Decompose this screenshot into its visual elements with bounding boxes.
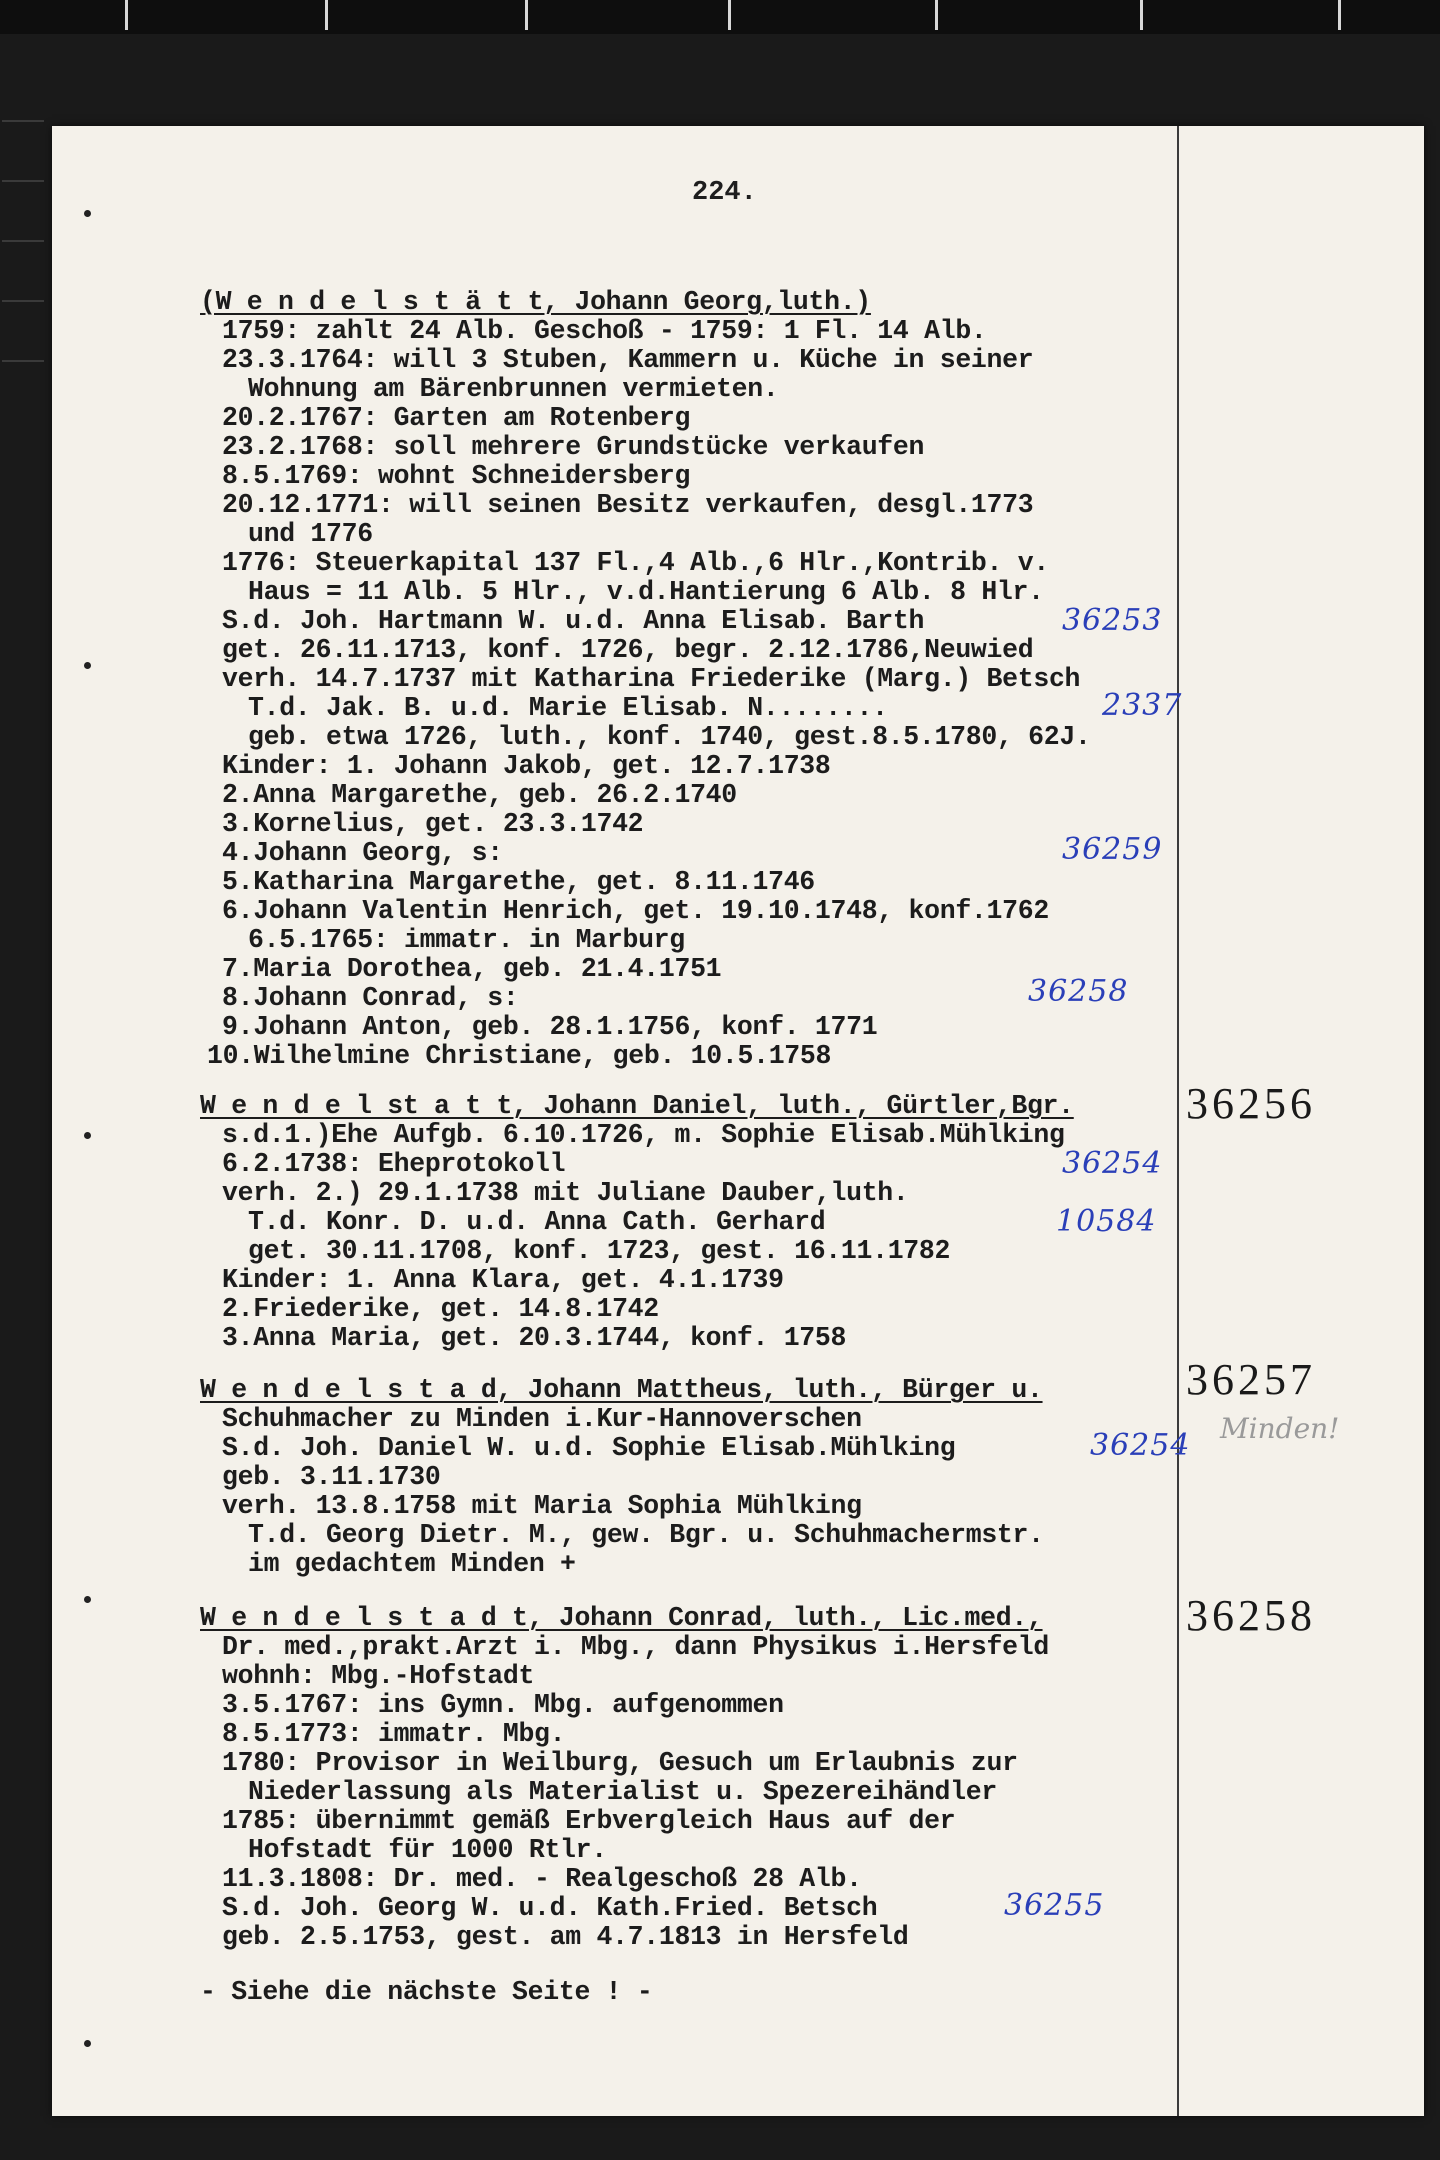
entry-line: 11.3.1808: Dr. med. - Realgeschoß 28 Alb.: [222, 1864, 862, 1894]
entry-line: 1785: übernimmt gemäß Erbvergleich Haus auf der: [222, 1806, 956, 1836]
archive-number-stamp: 36258: [1186, 1591, 1316, 1640]
handwritten-number: 36253: [1062, 603, 1163, 638]
entry-line: 23.3.1764: will 3 Stuben, Kammern u. Küche in seiner: [222, 345, 1034, 375]
entry-line: 3.5.1767: ins Gymn. Mbg. aufgenommen: [222, 1690, 784, 1720]
entry-line: Kinder: 1. Johann Jakob, get. 12.7.1738: [222, 751, 831, 781]
scanner-top-bar: [0, 0, 1440, 34]
entry-line: 8.Johann Conrad, s:: [222, 983, 519, 1013]
archive-number-stamp: 36257: [1186, 1355, 1316, 1404]
entry-line: 6.Johann Valentin Henrich, get. 19.10.1748, konf.1762: [222, 896, 1049, 926]
entry-line: geb. 2.5.1753, gest. am 4.7.1813 in Hersfeld: [222, 1922, 909, 1952]
entry-line: S.d. Joh. Georg W. u.d. Kath.Fried. Betsch: [222, 1893, 878, 1923]
archive-number-stamp: 36256: [1186, 1079, 1316, 1128]
entry-line: geb. 3.11.1730: [222, 1462, 441, 1492]
entry-line: 4.Johann Georg, s:: [222, 838, 503, 868]
entry-line: 3.Anna Maria, get. 20.3.1744, konf. 1758: [222, 1323, 847, 1353]
strip-line: [2, 120, 44, 122]
entry-line: 1776: Steuerkapital 137 Fl.,4 Alb.,6 Hlr.,Kontrib. v.: [222, 548, 1049, 578]
handwritten-number: 36254: [1090, 1428, 1191, 1463]
punch-hole: [84, 210, 91, 217]
entry-line: Haus = 11 Alb. 5 Hlr., v.d.Hantierung 6 Alb. 8 Hlr.: [248, 577, 1044, 607]
punch-hole: [84, 1596, 91, 1603]
entry-line: Niederlassung als Materialist u. Spezereihändler: [248, 1777, 997, 1807]
entry-line: 2.Friederike, get. 14.8.1742: [222, 1294, 659, 1324]
entry-line: 20.12.1771: will seinen Besitz verkaufen, desgl.1773: [222, 490, 1034, 520]
entry-line: 6.2.1738: Eheprotokoll: [222, 1149, 566, 1179]
entry-line: Hofstadt für 1000 Rtlr.: [248, 1835, 607, 1865]
film-tick: [525, 0, 528, 30]
page-number: 224.: [692, 178, 757, 208]
film-tick: [935, 0, 938, 30]
entry-line: verh. 14.7.1737 mit Katharina Friederike (Marg.) Betsch: [222, 664, 1081, 694]
entry-line: 6.5.1765: immatr. in Marburg: [248, 925, 685, 955]
handwritten-number: 36255: [1004, 1888, 1105, 1923]
entry-line: im gedachtem Minden +: [248, 1549, 576, 1579]
punch-hole: [84, 662, 91, 669]
entry-line: 2.Anna Margarethe, geb. 26.2.1740: [222, 780, 737, 810]
entry-line: Schuhmacher zu Minden i.Kur-Hannoverschen: [222, 1404, 862, 1434]
entry-line: S.d. Joh. Hartmann W. u.d. Anna Elisab. Barth: [222, 606, 925, 636]
pencil-note: Minden!: [1220, 1412, 1340, 1445]
footer-note: - Siehe die nächste Seite ! -: [200, 1977, 653, 2007]
entry-line: Dr. med.,prakt.Arzt i. Mbg., dann Physikus i.Hersfeld: [222, 1632, 1049, 1662]
film-tick: [728, 0, 731, 30]
entry-line: wohnh: Mbg.-Hofstadt: [222, 1661, 535, 1691]
handwritten-number: 2337: [1102, 688, 1183, 723]
entry-line: 1780: Provisor in Weilburg, Gesuch um Erlaubnis zur: [222, 1748, 1018, 1778]
entry-line: T.d. Konr. D. u.d. Anna Cath. Gerhard: [248, 1207, 826, 1237]
strip-line: [2, 300, 44, 302]
entry-heading: W e n d e l s t a d, Johann Mattheus, luth., Bürger u.: [200, 1375, 1043, 1405]
entry-line: 7.Maria Dorothea, geb. 21.4.1751: [222, 954, 722, 984]
film-tick: [125, 0, 128, 30]
punch-hole: [84, 1132, 91, 1139]
strip-line: [2, 180, 44, 182]
entry-line: verh. 2.) 29.1.1738 mit Juliane Dauber,luth.: [222, 1178, 909, 1208]
entry-line: get. 26.11.1713, konf. 1726, begr. 2.12.1786,Neuwied: [222, 635, 1034, 665]
punch-hole: [84, 2040, 91, 2047]
handwritten-number: 36259: [1062, 832, 1163, 867]
handwritten-number: 36254: [1062, 1146, 1163, 1181]
scanner-left-strip: [0, 120, 48, 2100]
entry-line: 1759: zahlt 24 Alb. Geschoß - 1759: 1 Fl. 14 Alb.: [222, 316, 987, 346]
entry-line: T.d. Georg Dietr. M., gew. Bgr. u. Schuhmachermstr.: [248, 1520, 1044, 1550]
entry-line: geb. etwa 1726, luth., konf. 1740, gest.8.5.1780, 62J.: [248, 722, 1091, 752]
entry-line: 5.Katharina Margarethe, get. 8.11.1746: [222, 867, 815, 897]
entry-line: Wohnung am Bärenbrunnen vermieten.: [248, 374, 779, 404]
handwritten-number: 10584: [1056, 1204, 1157, 1239]
strip-line: [2, 240, 44, 242]
strip-line: [2, 360, 44, 362]
entry-line: T.d. Jak. B. u.d. Marie Elisab. N........: [248, 693, 888, 723]
document-page: [52, 126, 1424, 2116]
entry-line: 23.2.1768: soll mehrere Grundstücke verkaufen: [222, 432, 925, 462]
entry-line: 3.Kornelius, get. 23.3.1742: [222, 809, 644, 839]
entry-line: verh. 13.8.1758 mit Maria Sophia Mühlking: [222, 1491, 862, 1521]
entry-line: S.d. Joh. Daniel W. u.d. Sophie Elisab.Mühlking: [222, 1433, 956, 1463]
entry-line: 8.5.1773: immatr. Mbg.: [222, 1719, 566, 1749]
entry-heading: W e n d e l s t a d t, Johann Conrad, luth., Lic.med.,: [200, 1603, 1043, 1633]
film-tick: [325, 0, 328, 30]
entry-line: get. 30.11.1708, konf. 1723, gest. 16.11.1782: [248, 1236, 951, 1266]
entry-line: 20.2.1767: Garten am Rotenberg: [222, 403, 691, 433]
entry-line: und 1776: [248, 519, 373, 549]
entry-line: Kinder: 1. Anna Klara, get. 4.1.1739: [222, 1265, 784, 1295]
entry-line: 10.Wilhelmine Christiane, geb. 10.5.1758: [207, 1041, 832, 1071]
margin-line: [1177, 126, 1179, 2116]
entry-line: 8.5.1769: wohnt Schneidersberg: [222, 461, 691, 491]
film-tick: [1338, 0, 1341, 30]
entry-heading: W e n d e l st a t t, Johann Daniel, luth., Gürtler,Bgr.: [200, 1091, 1074, 1121]
handwritten-number: 36258: [1028, 974, 1129, 1009]
film-tick: [1140, 0, 1143, 30]
entry-heading: (W e n d e l s t ä t t, Johann Georg,luth.): [200, 287, 871, 317]
entry-line: s.d.1.)Ehe Aufgb. 6.10.1726, m. Sophie Elisab.Mühlking: [222, 1120, 1065, 1150]
entry-line: 9.Johann Anton, geb. 28.1.1756, konf. 1771: [222, 1012, 878, 1042]
